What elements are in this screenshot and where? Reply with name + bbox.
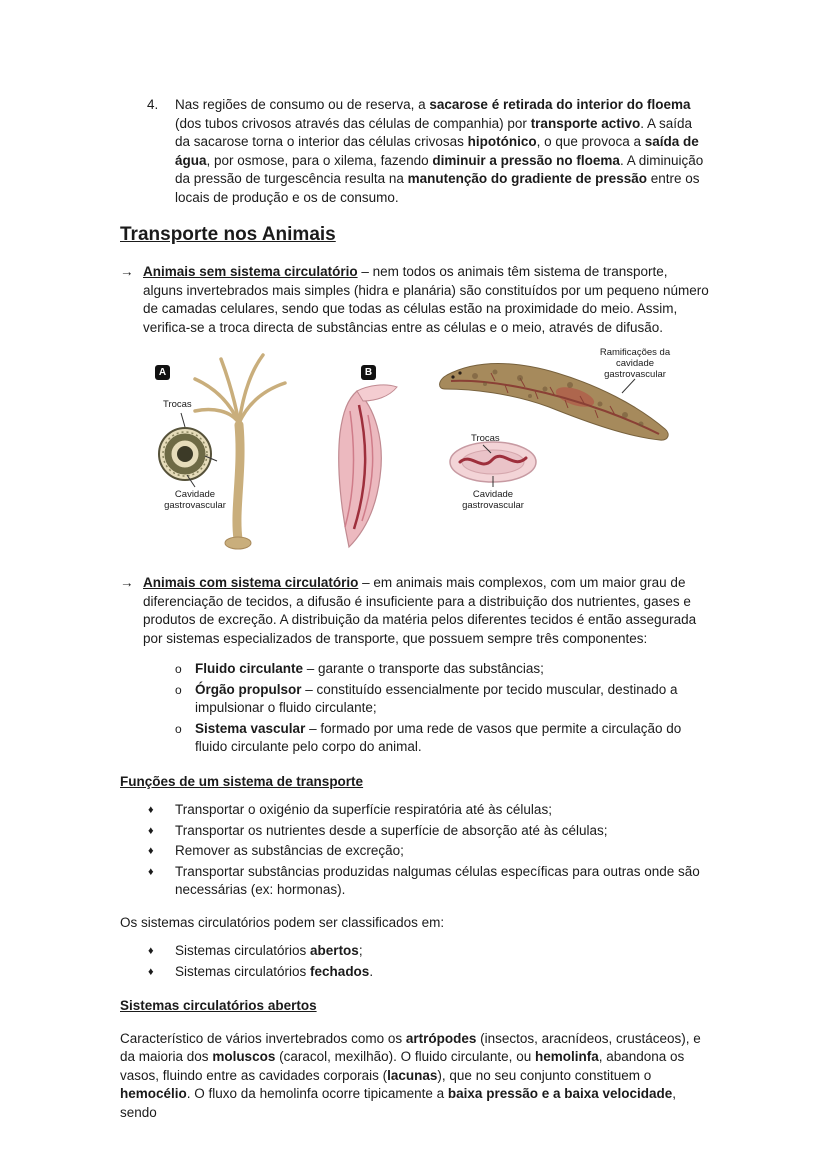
numbered-item	[120, 96, 710, 207]
list-item	[120, 942, 710, 961]
functions-list	[120, 801, 710, 900]
label-trocas-left: Trocas	[163, 399, 192, 410]
list-item	[120, 863, 710, 900]
diamond-bullet-icon: ♦	[148, 804, 154, 816]
list-item-text: Fluido circulante – garante o transporte das substâncias;	[195, 661, 544, 676]
circle-bullet-icon: o	[175, 662, 182, 676]
label-cavidade-right: Cavidade gastrovascular	[462, 489, 524, 511]
planaria-body-section	[339, 385, 397, 547]
page-title: Transporte nos Animais	[120, 224, 336, 245]
list-item	[120, 801, 710, 820]
list-item	[120, 720, 710, 757]
list-item	[120, 842, 710, 861]
functions-heading: Funções de um sistema de transporte	[120, 773, 364, 789]
diamond-bullet-icon: ♦	[148, 824, 154, 837]
components-list	[120, 660, 710, 757]
item-text: Nas regiões de consumo ou de reserva, a sacarose é retirada do interior do floema (dos tubos crivosos através das células de companhia) por transporte activo. A saída da sacarose torna o interior das células crivosas hipotónico, o que provoca a saída de água, por osmose, para o xilema, fazendo diminuir a pressão no floema. A diminuição da pressão de turgescência resulta na manutenção do gradiente de pressão entre os locais de produção e os de consumo.	[175, 97, 704, 205]
circle-bullet-icon: o	[175, 721, 182, 736]
open-systems-paragraph: Característico de vários invertebrados como os artrópodes (insectos, aracnídeos, crustáceos), e da maioria dos moluscos (caracol, mexilhão). O fluido circulante, ou hemolinfa, abandona os vasos, fluindo entre as cavidades corporais (lacunas), que no seu conjunto constituem o hemocélio. O fluxo da hemolinfa ocorre tipicamente a baixa pressão e a baixa velocidade, sendo	[120, 1030, 701, 1120]
circle-bullet-icon: o	[175, 682, 182, 697]
classification-intro: Os sistemas circulatórios podem ser classificados em:	[120, 914, 445, 930]
list-item	[120, 660, 710, 679]
list-item	[120, 681, 710, 718]
diamond-bullet-icon: ♦	[148, 865, 154, 878]
arrow-bullet-icon: →	[120, 264, 134, 279]
bullet-no-circulatory	[120, 263, 710, 337]
list-item-text: Órgão propulsor – constituído essencialmente por tecido muscular, destinado a impulsionar o fluido circulante;	[195, 681, 678, 715]
list-item-text: Remover as substâncias de excreção;	[175, 843, 404, 858]
figure-artwork	[135, 349, 680, 556]
label-trocas-right: Trocas	[471, 433, 500, 444]
list-item-text: Transportar substâncias produzidas nalgumas células específicas para outras onde são necessárias (ex: hormonas).	[175, 863, 700, 897]
hydra-planaria-figure	[135, 349, 680, 556]
gastrovascular-cross-section	[159, 428, 211, 480]
figure-badge-a: A	[155, 365, 170, 380]
list-item-text: Sistemas circulatórios abertos;	[175, 943, 363, 958]
diamond-bullet-icon: ♦	[148, 965, 154, 978]
diamond-bullet-icon: ♦	[148, 945, 154, 957]
open-systems-heading: Sistemas circulatórios abertos	[120, 998, 317, 1013]
bullet-text: Animais com sistema circulatório – em animais mais complexos, com um maior grau de diferenciação de tecidos, a difusão é insuficiente para a distribuição dos nutrientes, gases e produtos de excreção. A distribuição da matéria pelos diferentes tecidos é então assegurada por sistemas especializados de transporte, que possuem sempre três componentes:	[143, 575, 697, 646]
figure-badge-b: B	[361, 365, 376, 380]
list-item-text: Transportar o oxigénio da superfície respiratória até às células;	[175, 802, 552, 817]
item-number: 4.	[147, 97, 159, 112]
list-item	[120, 822, 710, 841]
classification-list	[120, 942, 710, 981]
list-item-text: Sistemas circulatórios fechados.	[175, 963, 374, 979]
arrow-bullet-icon: →	[120, 575, 134, 590]
list-item-text: Sistema vascular – formado por uma rede de vasos que permite a circulação do fluido circulante pelo corpo do animal.	[195, 720, 682, 754]
label-cavidade-left: Cavidade gastrovascular	[164, 489, 226, 511]
label-ramificacoes: Ramificações da cavidade gastrovascular	[599, 347, 671, 380]
diamond-bullet-icon: ♦	[148, 845, 154, 857]
bullet-text: Animais sem sistema circulatório – nem todos os animais têm sistema de transporte, alguns invertebrados mais simples (hidra e planária) são constituídos por um pequeno número de camadas celulares, sendo que todas as células estão na proximidade do meio. Assim, verifica-se a troca directa de substâncias entre as células e o meio, através de difusão.	[143, 264, 709, 335]
list-item-text: Transportar os nutrientes desde a superfície de absorção até às células;	[175, 822, 608, 838]
list-item	[120, 963, 710, 982]
bullet-with-circulatory	[120, 574, 710, 648]
